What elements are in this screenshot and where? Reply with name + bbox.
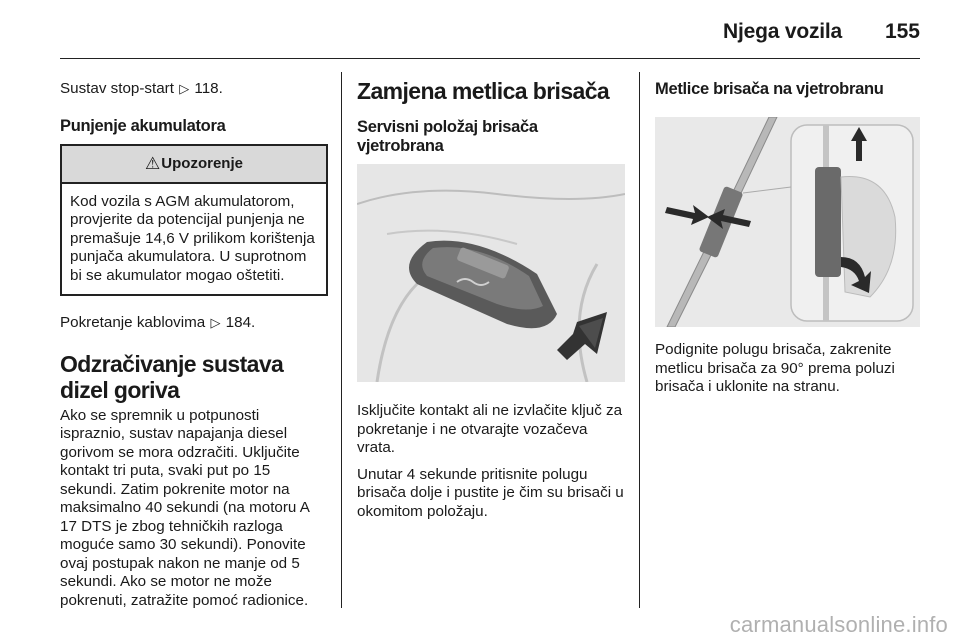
wiper-lever-image: [357, 164, 625, 382]
wiper-blade-illustration: [655, 117, 920, 327]
wiper-lever-illustration: [357, 164, 625, 382]
xref-jump-start[interactable]: Pokretanje kablovima ▷ 184.: [60, 314, 256, 331]
column-middle: [357, 72, 625, 521]
column-divider: [639, 72, 640, 608]
column-left: [60, 72, 328, 610]
warning-title: Upozorenje: [161, 155, 243, 172]
column-right: [655, 72, 920, 397]
xref-arrow-icon: ▷: [210, 315, 221, 330]
service-text-1: Isključite kontakt ali ne izvlačite ključ za pokretanje i ne otvarajte vozačeva vrata.: [357, 402, 623, 456]
warning-body: [62, 184, 326, 295]
column-divider: [341, 72, 342, 608]
heading-charging: Punjenje akumulatora: [60, 116, 226, 135]
header-rule: [60, 58, 920, 59]
warning-triangle-icon: ⚠: [145, 153, 161, 173]
wiper-blade-image: [655, 117, 920, 327]
service-text-2: Unutar 4 sekunde pritisnite polugu brisača dolje i pustite je čim su brisači u okomitom položaju.: [357, 465, 624, 520]
footer-watermark: carmanualsonline.info: [729, 612, 948, 637]
warning-box: [60, 144, 328, 297]
page-header-title: Njega vozila: [723, 20, 842, 43]
xref-arrow-icon: ▷: [179, 81, 190, 96]
warning-text: Kod vozila s AGM akumulatorom, provjerite da potencijal punjenja ne premašuje 14,6 V prilikom korištenja punjača akumulatora. U suprotnom bi se akumulator mogao oštetiti.: [70, 192, 315, 284]
page-number: 155: [884, 20, 920, 43]
xref-stop-start[interactable]: Sustav stop-start ▷ 118.: [60, 80, 223, 97]
blade-text-1: Podignite polugu brisača, zakrenite metlicu brisača za 90° prema poluzi brisača i uklonite na stranu.: [655, 341, 895, 395]
fuel-bleed-text: Ako se spremnik u potpunosti ispraznio, sustav napajanja diesel gorivom se mora odzračiti. Uključite kontakt tri puta, svaki put po 15 sekundi. Zatim pokrenite motor na maksimalno 40 sekundi (na motoru A 17 DTS je zbog tehničkih razloga moguće samo 30 sekundi). Ponovite ovaj postupak nakon ne manje od 5 sekundi. Ako se motor ne može pokrenuti, zatražite pomoć radionice.: [60, 406, 310, 609]
heading-fuel-bleed: Odzračivanje sustava dizel goriva: [60, 350, 284, 403]
heading-service-position: Servisni položaj brisača vjetrobrana: [357, 118, 538, 155]
heading-replace-blades: Zamjena metlica brisača: [357, 78, 610, 104]
warning-header: [62, 146, 326, 184]
heading-windscreen-blades: Metlice brisača na vjetrobranu: [655, 80, 884, 98]
